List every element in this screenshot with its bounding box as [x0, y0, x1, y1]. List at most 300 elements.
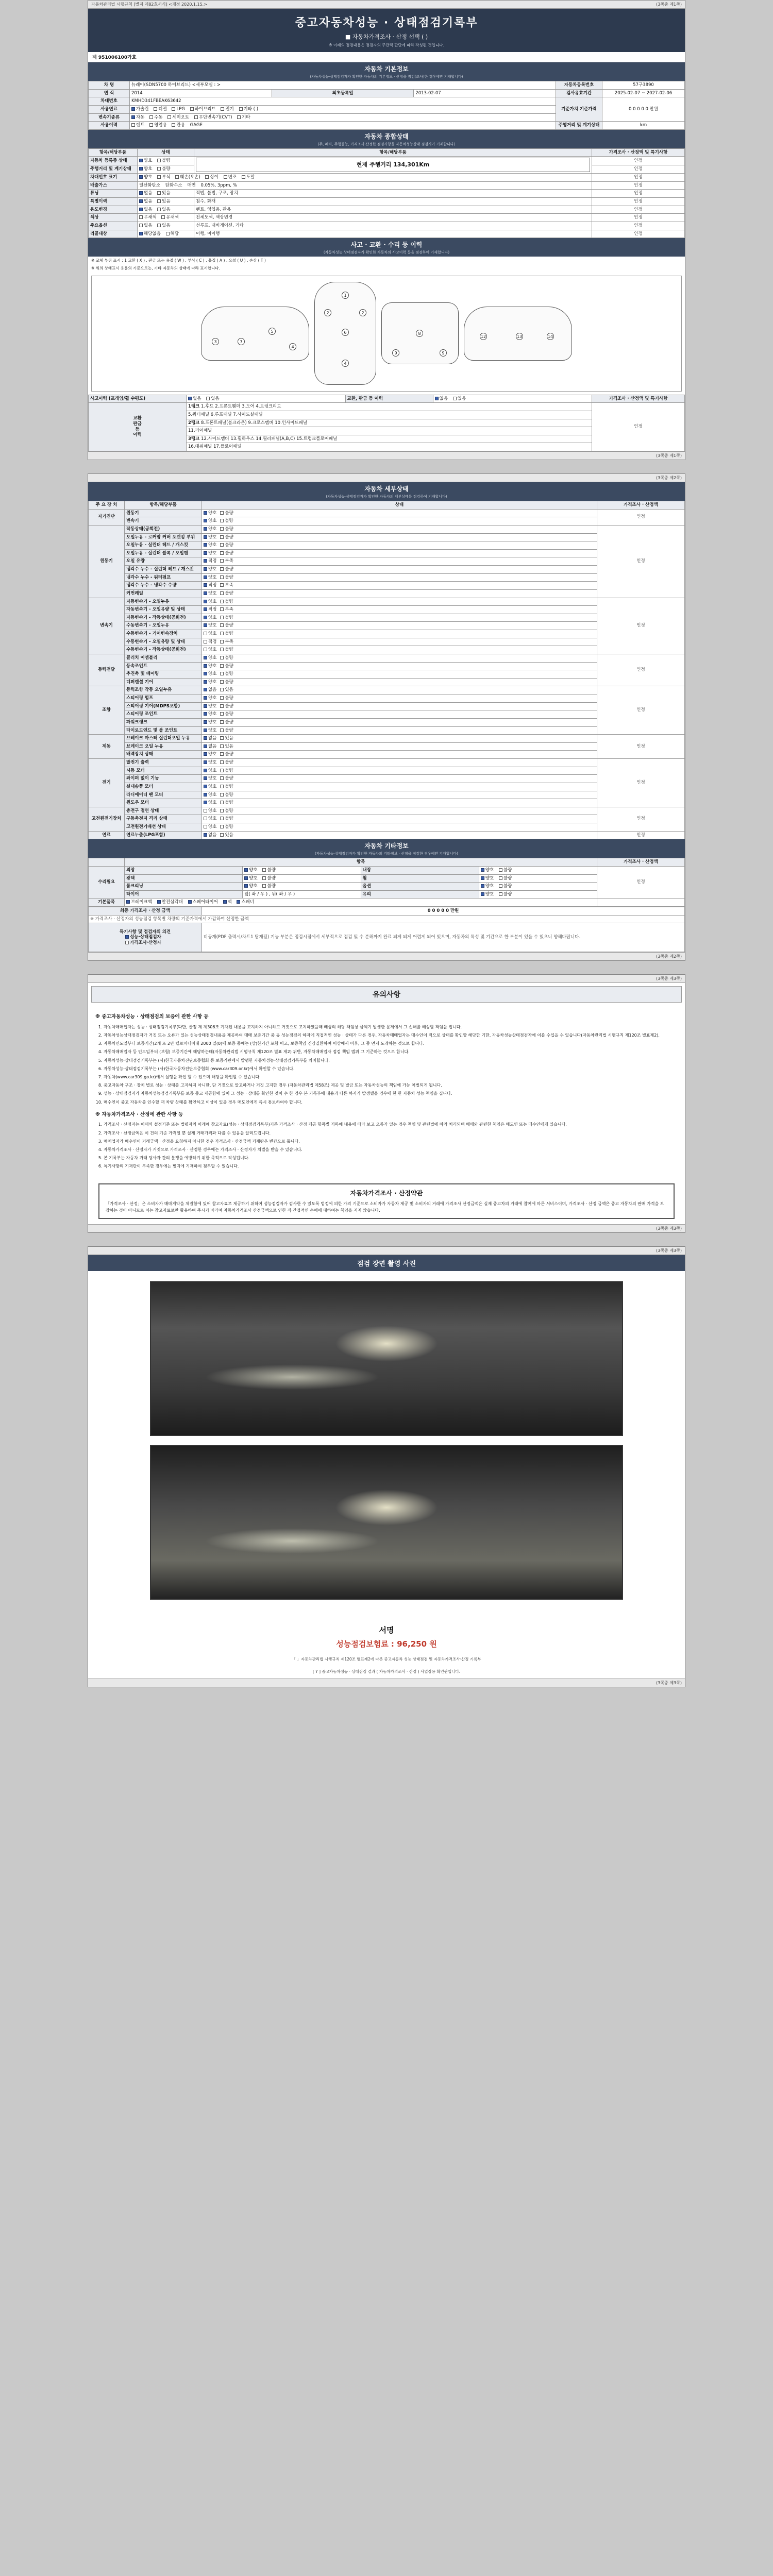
special-none[interactable]: 없음 — [139, 199, 152, 205]
special-yes[interactable]: 있음 — [157, 199, 170, 205]
checkbox-icon[interactable] — [204, 616, 207, 619]
checkbox-icon[interactable] — [220, 567, 224, 571]
checkbox-icon[interactable] — [220, 833, 224, 837]
checkbox-icon[interactable] — [220, 656, 224, 659]
detail-option-3-3-0[interactable] — [204, 680, 216, 685]
checkbox-icon[interactable] — [204, 793, 207, 796]
detail-state-5-0[interactable] — [202, 735, 597, 743]
checkbox-icon[interactable] — [220, 712, 224, 716]
glass-good[interactable]: 양호 — [481, 892, 494, 897]
detail-option-5-1-1[interactable] — [220, 744, 233, 750]
use-option-commercial[interactable]: 영업용 — [149, 123, 167, 128]
detail-option-1-6-0[interactable] — [204, 575, 216, 581]
fuel-option-diesel[interactable]: 디젤 — [154, 107, 166, 112]
overall-state-8[interactable] — [138, 222, 194, 230]
checkbox-icon[interactable] — [204, 720, 207, 724]
detail-option-1-7-0[interactable] — [204, 583, 216, 588]
vin-erased[interactable]: 도말 — [242, 175, 255, 180]
checkbox-icon[interactable] — [220, 559, 224, 563]
checkbox-icon[interactable] — [204, 527, 207, 531]
detail-option-4-4-0[interactable] — [204, 720, 216, 725]
basic-item-spanner[interactable]: 스패너 — [237, 900, 254, 905]
overall-state-1[interactable] — [138, 165, 194, 173]
detail-option-7-1-0[interactable] — [204, 816, 216, 822]
checkbox-icon[interactable] — [204, 736, 207, 740]
checkbox-icon[interactable] — [220, 535, 224, 539]
checkbox-icon[interactable] — [220, 527, 224, 531]
fuel-options[interactable] — [130, 105, 556, 113]
detail-state-1-2[interactable] — [202, 541, 597, 550]
detail-option-1-5-0[interactable] — [204, 567, 216, 572]
use-history-options[interactable] — [130, 122, 556, 130]
checkbox-icon[interactable] — [204, 559, 207, 563]
detail-option-8-0-0[interactable] — [204, 833, 216, 838]
checkbox-icon[interactable] — [220, 632, 224, 635]
detail-option-7-0-1[interactable] — [220, 808, 233, 814]
overall-sign-9: 인정 — [592, 230, 685, 238]
detail-option-4-5-0[interactable] — [204, 728, 216, 734]
checkbox-icon[interactable] — [220, 664, 224, 668]
detail-option-4-0-0[interactable] — [204, 687, 216, 693]
detail-option-2-2-1[interactable] — [220, 615, 233, 621]
detail-state-6-5[interactable] — [202, 799, 597, 807]
checkbox-icon[interactable] — [220, 704, 224, 708]
basic-item-jack[interactable]: 잭 — [223, 900, 232, 905]
detail-state-2-4[interactable] — [202, 630, 597, 638]
interior-good[interactable]: 양호 — [481, 868, 494, 873]
detail-option-4-4-1[interactable] — [220, 720, 233, 725]
detail-option-4-5-1[interactable] — [220, 728, 233, 734]
detail-option-1-0-1[interactable] — [220, 527, 233, 532]
detail-option-2-3-0[interactable] — [204, 623, 216, 629]
trans-option-cvt[interactable]: 무단변속기(CVT) — [194, 115, 232, 121]
detail-option-label: 양호 — [208, 567, 217, 572]
cleaning-bad[interactable]: 불량 — [262, 884, 275, 889]
exterior-bad[interactable]: 불량 — [262, 868, 275, 873]
checkbox-icon[interactable] — [204, 607, 207, 611]
detail-state-1-7[interactable] — [202, 582, 597, 590]
detail-option-3-2-0[interactable] — [204, 671, 216, 677]
detail-option-2-5-0[interactable] — [204, 639, 216, 645]
state-bad-1[interactable]: 불량 — [157, 166, 170, 172]
detail-state-2-6[interactable] — [202, 646, 597, 654]
checkbox-icon[interactable] — [220, 825, 224, 828]
detail-option-8-0-1[interactable] — [220, 833, 233, 838]
accident-none[interactable]: 없음 — [188, 396, 201, 402]
checkbox-icon[interactable] — [220, 672, 224, 675]
checkbox-icon[interactable] — [204, 535, 207, 539]
detail-option-2-1-1[interactable] — [220, 607, 233, 613]
detail-state-2-3[interactable] — [202, 622, 597, 630]
trans-option-semiauto[interactable]: 세미오토 — [167, 115, 189, 121]
detail-option-3-2-1[interactable] — [220, 671, 233, 677]
detail-option-2-1-0[interactable] — [204, 607, 216, 613]
detail-option-3-1-1[interactable] — [220, 664, 233, 669]
detail-option-3-1-0[interactable] — [204, 664, 216, 669]
checkbox-icon[interactable] — [204, 567, 207, 571]
other-state-0[interactable] — [243, 866, 361, 874]
glass-state[interactable] — [479, 890, 597, 899]
overall-state-9[interactable] — [138, 230, 194, 238]
detail-option-6-2-1[interactable] — [220, 776, 233, 782]
checkbox-icon[interactable] — [220, 591, 224, 595]
detail-state-2-0[interactable] — [202, 598, 597, 606]
detail-option-6-1-1[interactable] — [220, 768, 233, 774]
checkbox-icon[interactable] — [204, 769, 207, 772]
other-state-1[interactable] — [243, 874, 361, 883]
state-good-1[interactable]: 양호 — [139, 166, 152, 172]
detail-option-1-4-0[interactable] — [204, 558, 216, 564]
detail-state-3-0[interactable] — [202, 654, 597, 662]
detail-option-6-4-1[interactable] — [220, 792, 233, 798]
detail-state-2-1[interactable] — [202, 606, 597, 614]
detail-option-6-2-0[interactable] — [204, 776, 216, 782]
exterior-good[interactable]: 양호 — [244, 868, 257, 873]
checkbox-icon[interactable] — [204, 760, 207, 764]
detail-state-6-4[interactable] — [202, 791, 597, 799]
checkbox-icon[interactable] — [220, 696, 224, 700]
vin-damaged[interactable]: 훼손(오손) — [175, 175, 200, 180]
detail-state-1-8[interactable] — [202, 589, 597, 598]
checkbox-icon[interactable] — [204, 648, 207, 651]
detail-state-8-0[interactable] — [202, 831, 597, 839]
checkbox-icon[interactable] — [204, 704, 207, 708]
basic-item-spare[interactable]: 스페어타이어 — [188, 900, 218, 905]
checkbox-icon[interactable] — [204, 656, 207, 659]
detail-state-2-2[interactable] — [202, 614, 597, 622]
checkbox-icon[interactable] — [220, 575, 224, 579]
detail-state-1-5[interactable] — [202, 566, 597, 574]
other-state2-0[interactable] — [479, 866, 597, 874]
checkbox-icon[interactable] — [220, 607, 224, 611]
detail-state-3-1[interactable] — [202, 662, 597, 670]
detail-option-1-5-1[interactable] — [220, 567, 233, 572]
basic-item-brakefluid[interactable]: 브레이크액 — [126, 900, 152, 905]
glass-bad[interactable]: 불량 — [499, 892, 512, 897]
checkbox-icon[interactable] — [204, 551, 207, 555]
fuel-option-gasoline[interactable]: 가솔린 — [131, 107, 149, 112]
fuel-option-etc[interactable]: 기타 ( ) — [239, 107, 258, 112]
checkbox-icon[interactable] — [220, 817, 224, 820]
detail-option-3-0-1[interactable] — [220, 655, 233, 661]
usechange-yes[interactable]: 있음 — [157, 207, 170, 213]
checkbox-icon[interactable] — [220, 551, 224, 555]
detail-option-6-3-1[interactable] — [220, 784, 233, 790]
remark-by-inspector[interactable]: 성능·상태점검자 — [125, 935, 161, 940]
wheel-bad[interactable]: 불량 — [499, 876, 512, 882]
checkbox-icon[interactable] — [204, 801, 207, 804]
detail-option-7-2-1[interactable] — [220, 824, 233, 830]
checkbox-icon[interactable] — [220, 752, 224, 756]
detail-option-0-1-0[interactable] — [204, 518, 216, 524]
overall-state-7[interactable] — [138, 214, 194, 222]
checkbox-icon[interactable] — [204, 640, 207, 643]
checkbox-icon[interactable] — [204, 664, 207, 668]
detail-option-2-6-1[interactable] — [220, 647, 233, 653]
optionstate-good[interactable]: 양호 — [481, 884, 494, 889]
table-row — [89, 890, 685, 899]
use-option-government[interactable]: 관용 — [172, 123, 184, 128]
usechange-none[interactable]: 없음 — [139, 207, 152, 213]
detail-state-7-2[interactable] — [202, 823, 597, 832]
checkbox-icon[interactable] — [204, 583, 207, 587]
option-none[interactable]: 없음 — [139, 223, 152, 229]
remark-by-appraiser[interactable]: 가격조사·산정자 — [125, 940, 161, 946]
detail-option-5-0-1[interactable] — [220, 736, 233, 741]
checkbox-icon[interactable] — [220, 785, 224, 788]
detail-option-1-6-1[interactable] — [220, 575, 233, 581]
detail-option-2-3-1[interactable] — [220, 623, 233, 629]
detail-state-1-3[interactable] — [202, 549, 597, 557]
checkbox-icon[interactable] — [204, 712, 207, 716]
transmission-options[interactable] — [130, 113, 556, 122]
detail-option-1-1-1[interactable] — [220, 535, 233, 540]
checkbox-icon[interactable] — [220, 600, 224, 603]
detail-state-4-0[interactable] — [202, 686, 597, 694]
detail-option-2-2-0[interactable] — [204, 615, 216, 621]
detail-option-2-6-0[interactable] — [204, 647, 216, 653]
tire-state[interactable] — [243, 890, 361, 899]
checkbox-icon[interactable] — [204, 511, 207, 515]
detail-option-0-0-0[interactable] — [204, 511, 216, 516]
detail-option-6-3-0[interactable] — [204, 784, 216, 790]
checkbox-icon[interactable] — [220, 511, 224, 515]
checkbox-icon[interactable] — [220, 728, 224, 732]
simple-none[interactable]: 없음 — [435, 396, 448, 402]
transmission-label: 변속기종류 — [89, 113, 130, 122]
detail-option-1-2-1[interactable] — [220, 543, 233, 548]
vin-altered[interactable]: 변조 — [224, 175, 237, 180]
checkbox-icon[interactable] — [204, 809, 207, 812]
detail-state-1-1[interactable] — [202, 533, 597, 541]
checkbox-icon[interactable] — [204, 696, 207, 700]
detail-item-0-1: 변속기 — [125, 517, 202, 526]
checkbox-icon[interactable] — [204, 817, 207, 820]
detail-option-6-5-1[interactable] — [220, 800, 233, 806]
checkbox-icon[interactable] — [220, 744, 224, 748]
detail-option-5-0-0[interactable] — [204, 736, 216, 741]
detail-option-1-0-0[interactable] — [204, 527, 216, 532]
trans-option-etc[interactable]: 기타 — [237, 115, 250, 121]
detail-option-5-2-1[interactable] — [220, 752, 233, 757]
detail-state-0-1[interactable] — [202, 517, 597, 526]
tuning-none[interactable]: 없음 — [139, 191, 152, 196]
detail-state-4-4[interactable] — [202, 718, 597, 726]
checkbox-icon[interactable] — [220, 736, 224, 740]
simple-repair-state[interactable] — [433, 395, 592, 403]
accident-history-state[interactable] — [187, 395, 346, 403]
detail-state-4-3[interactable] — [202, 710, 597, 719]
checkbox-icon[interactable] — [220, 776, 224, 780]
detail-state-6-0[interactable] — [202, 759, 597, 767]
detail-option-5-2-0[interactable] — [204, 752, 216, 757]
detail-option-3-3-1[interactable] — [220, 680, 233, 685]
other-state2-2[interactable] — [479, 883, 597, 891]
overall-state-6[interactable] — [138, 206, 194, 214]
checkbox-icon[interactable] — [204, 632, 207, 635]
detail-option-4-2-0[interactable] — [204, 704, 216, 709]
checkbox-icon[interactable] — [204, 575, 207, 579]
detail-option-2-4-0[interactable] — [204, 631, 216, 637]
notice-item: 2. 자동차성능상태점검자가 거짓 또는 오류가 있는 성능상태점검내용을 제공하여 매매 보증기간 중 동 성능점검의 하자에 직접적인 성능 · 상태가 다른 경우, 자동차매매업자는 매수인이 적으로 상태를 확인할 해당한 기한, 자동차성능상태점검자에 이를 수입을 수 있습니다(자동차관리법 시행규칙 제120조 별표제2). — [104, 1032, 678, 1039]
detail-state-4-2[interactable] — [202, 702, 597, 710]
detail-option-3-0-0[interactable] — [204, 655, 216, 661]
checkbox-icon[interactable] — [204, 623, 207, 627]
other-state-2[interactable] — [243, 883, 361, 891]
detail-option-5-1-0[interactable] — [204, 744, 216, 750]
checkbox-icon[interactable] — [220, 680, 224, 684]
state-bad-0[interactable]: 불량 — [157, 158, 170, 164]
detail-option-1-3-0[interactable] — [204, 551, 216, 556]
checkbox-icon[interactable] — [204, 752, 207, 756]
state-good-0[interactable]: 양호 — [139, 158, 152, 164]
detail-option-6-0-0[interactable] — [204, 760, 216, 766]
detail-state-3-2[interactable] — [202, 670, 597, 679]
checkbox-icon[interactable] — [204, 543, 207, 547]
detail-option-6-0-1[interactable] — [220, 760, 233, 766]
checkbox-icon[interactable] — [204, 688, 207, 691]
checkbox-icon[interactable] — [204, 744, 207, 748]
tuning-yes[interactable]: 있음 — [157, 191, 170, 196]
detail-state-3-3[interactable] — [202, 678, 597, 686]
detail-option-6-4-0[interactable] — [204, 792, 216, 798]
checkbox-icon[interactable] — [220, 769, 224, 772]
detail-option-0-1-1[interactable] — [220, 518, 233, 524]
checkbox-icon[interactable] — [220, 616, 224, 619]
overall-state-5[interactable] — [138, 198, 194, 206]
option-yes[interactable]: 있음 — [157, 223, 170, 229]
vin-corroded[interactable]: 부식 — [157, 175, 170, 180]
overall-state-2[interactable] — [138, 174, 592, 182]
checkbox-icon[interactable] — [220, 720, 224, 724]
checkbox-icon[interactable] — [220, 648, 224, 651]
detail-state-7-0[interactable] — [202, 807, 597, 815]
checkbox-icon[interactable] — [220, 519, 224, 522]
cleaning-good[interactable]: 양호 — [244, 884, 257, 889]
detail-state-1-4[interactable] — [202, 557, 597, 566]
vin-different[interactable]: 상이 — [205, 175, 218, 180]
color-chromatic[interactable]: 유채색 — [161, 215, 179, 221]
detail-state-4-1[interactable] — [202, 694, 597, 703]
checkbox-icon[interactable] — [220, 640, 224, 643]
detail-state-6-2[interactable] — [202, 775, 597, 783]
detail-option-label: 양호 — [208, 623, 217, 629]
fuel-option-lpg[interactable]: LPG — [172, 107, 184, 112]
detail-option-1-7-1[interactable] — [220, 583, 233, 588]
checkbox-icon[interactable] — [204, 776, 207, 780]
detail-option-6-5-0[interactable] — [204, 800, 216, 806]
checkbox-icon[interactable] — [220, 760, 224, 764]
detail-state-6-1[interactable] — [202, 767, 597, 775]
checkbox-icon[interactable] — [204, 680, 207, 684]
recall-na[interactable]: 해당없음 — [139, 231, 161, 237]
overall-state-0[interactable] — [138, 157, 194, 165]
polish-good[interactable]: 양호 — [244, 876, 257, 882]
detail-option-0-0-1[interactable] — [220, 511, 233, 516]
detail-option-1-8-1[interactable] — [220, 591, 233, 597]
checkbox-icon[interactable] — [220, 543, 224, 547]
accident-yes[interactable]: 있음 — [206, 396, 219, 402]
color-achromatic[interactable]: 무채색 — [139, 215, 157, 221]
detail-state-1-0[interactable] — [202, 525, 597, 533]
trans-option-auto[interactable]: 자동 — [131, 115, 144, 121]
checkbox-icon[interactable] — [204, 825, 207, 828]
fuel-option-hybrid[interactable]: 하이브리드 — [190, 107, 216, 112]
checkbox-icon[interactable] — [220, 688, 224, 691]
detail-option-2-0-1[interactable] — [220, 599, 233, 605]
use-option-rent[interactable]: 렌트 — [131, 123, 144, 128]
checkbox-icon[interactable] — [220, 809, 224, 812]
detail-option-7-1-1[interactable] — [220, 816, 233, 822]
checkbox-icon[interactable] — [220, 793, 224, 796]
checkbox-icon[interactable] — [204, 519, 207, 522]
overall-state-4[interactable] — [138, 190, 194, 198]
simple-yes[interactable]: 있음 — [453, 396, 466, 402]
detail-option-1-3-1[interactable] — [220, 551, 233, 556]
detail-option-2-5-1[interactable] — [220, 639, 233, 645]
checkbox-icon[interactable] — [204, 785, 207, 788]
detail-option-7-2-0[interactable] — [204, 824, 216, 830]
basic-item-triangle[interactable]: 안전삼각대 — [157, 900, 183, 905]
checkbox-icon[interactable] — [220, 583, 224, 587]
detail-option-1-8-0[interactable] — [204, 591, 216, 597]
detail-option-1-4-1[interactable] — [220, 558, 233, 564]
detail-state-0-0[interactable] — [202, 509, 597, 517]
detail-state-1-6[interactable] — [202, 573, 597, 582]
basic-items-list[interactable] — [125, 899, 597, 907]
checkbox-icon[interactable] — [204, 833, 207, 837]
detail-option-4-1-0[interactable] — [204, 696, 216, 701]
trans-option-manual[interactable]: 수동 — [149, 115, 162, 121]
other-state2-1[interactable] — [479, 874, 597, 883]
polish-bad[interactable]: 불량 — [262, 876, 275, 882]
detail-state-5-1[interactable] — [202, 742, 597, 751]
optionstate-bad[interactable]: 불량 — [499, 884, 512, 889]
checkbox-icon[interactable] — [220, 623, 224, 627]
checkbox-icon[interactable] — [204, 728, 207, 732]
table-row — [89, 525, 685, 533]
detail-option-2-4-1[interactable] — [220, 631, 233, 637]
detail-option-4-1-1[interactable] — [220, 696, 233, 701]
fuel-option-electric[interactable]: 전기 — [221, 107, 233, 112]
detail-state-2-5[interactable] — [202, 638, 597, 646]
detail-option-4-3-0[interactable] — [204, 711, 216, 717]
footer-note-2: [ Y ] 중고자동차성능 · 상태점검 결과 ( 자동차가격조사 · 산정 ) 사업장용 확인란입니다. — [312, 1669, 461, 1674]
checkbox-icon[interactable] — [204, 600, 207, 603]
detail-option-1-2-0[interactable] — [204, 543, 216, 548]
detail-option-4-3-1[interactable] — [220, 711, 233, 717]
detail-state-7-1[interactable] — [202, 815, 597, 823]
detail-option-2-0-0[interactable] — [204, 599, 216, 605]
table-row — [89, 694, 685, 703]
detail-option-4-2-1[interactable] — [220, 704, 233, 709]
recall-yes[interactable]: 해당 — [166, 231, 179, 237]
detail-state-5-2[interactable] — [202, 751, 597, 759]
detail-option-6-1-0[interactable] — [204, 768, 216, 774]
checkbox-icon[interactable] — [204, 591, 207, 595]
wheel-good[interactable]: 양호 — [481, 876, 494, 882]
checkbox-icon[interactable] — [220, 801, 224, 804]
detail-state-6-3[interactable] — [202, 783, 597, 791]
detail-state-4-5[interactable] — [202, 726, 597, 735]
detail-item-4-5: 타이로드엔드 및 볼 조인트 — [125, 726, 202, 735]
detail-option-4-0-1[interactable] — [220, 687, 233, 693]
detail-option-7-0-0[interactable] — [204, 808, 216, 814]
interior-bad[interactable]: 불량 — [499, 868, 512, 873]
checkbox-icon[interactable] — [204, 672, 207, 675]
vin-good[interactable]: 양호 — [139, 175, 152, 180]
detail-option-1-1-0[interactable] — [204, 535, 216, 540]
